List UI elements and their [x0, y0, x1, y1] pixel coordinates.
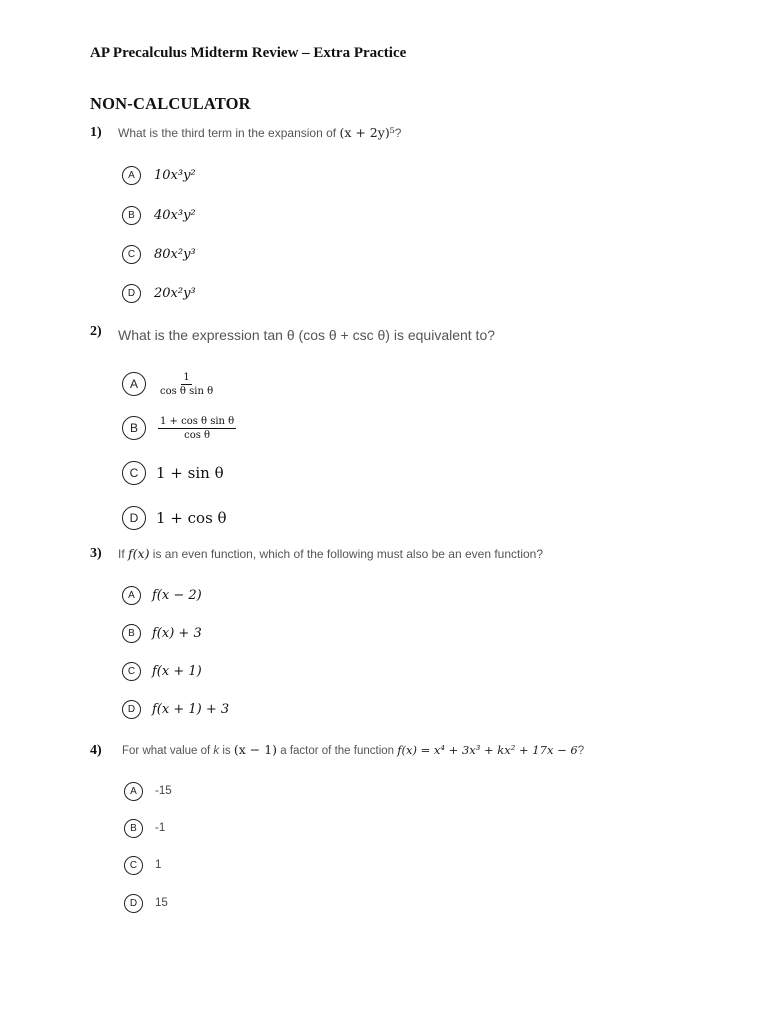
- option-bubble[interactable]: B: [122, 206, 141, 225]
- question-3-number: 3): [90, 546, 102, 561]
- question-2-option-c[interactable]: [122, 459, 224, 487]
- question-4-option-a[interactable]: [124, 779, 172, 803]
- option-text: 1 + sin θ: [156, 464, 224, 482]
- question-4-option-b[interactable]: [124, 816, 165, 840]
- option-bubble[interactable]: D: [124, 894, 143, 913]
- option-bubble[interactable]: A: [122, 372, 146, 396]
- option-bubble[interactable]: D: [122, 284, 141, 303]
- option-text: 1 + cos θ: [156, 509, 227, 527]
- question-2-number: 2): [90, 324, 102, 339]
- option-bubble[interactable]: D: [122, 506, 146, 530]
- option-text: 20x²y³: [154, 285, 196, 301]
- fraction-numerator: 1: [183, 371, 190, 383]
- option-text: -15: [155, 785, 172, 797]
- question-4-option-c[interactable]: [124, 853, 161, 877]
- question-4-text-mid2: a factor of the function: [277, 745, 398, 757]
- question-1-option-b[interactable]: [122, 203, 196, 227]
- question-1-option-a[interactable]: [122, 163, 196, 187]
- option-bubble[interactable]: C: [122, 662, 141, 681]
- question-3-text-before: If: [118, 547, 129, 561]
- question-4-k: k: [213, 745, 220, 757]
- section-heading: NON-CALCULATOR: [90, 94, 251, 113]
- option-text: 1: [155, 859, 162, 871]
- question-3-math: f(x): [128, 546, 150, 561]
- option-bubble[interactable]: D: [122, 700, 141, 719]
- option-bubble[interactable]: B: [122, 624, 141, 643]
- option-fraction: [158, 372, 215, 397]
- fraction-numerator: 1 + cos θ sin θ: [160, 415, 235, 427]
- question-3-text: [118, 546, 543, 561]
- option-text: 10x³y²: [154, 167, 196, 183]
- question-1-text: [118, 125, 401, 140]
- question-2-text: What is the expression tan θ (cos θ + csc θ) is equivalent to?: [118, 327, 496, 343]
- question-3-option-b[interactable]: [122, 621, 202, 645]
- question-4-text-mid1: is: [219, 745, 234, 757]
- option-text: 80x²y³: [154, 246, 196, 262]
- question-2-option-d[interactable]: [122, 504, 227, 532]
- question-4-math2: f(x) = x⁴ + 3x³ + kx² + 17x − 6: [397, 743, 578, 757]
- fraction-denominator: cos θ: [184, 429, 211, 441]
- question-4-text-before: For what value of: [122, 745, 214, 757]
- option-text: f(x + 1) + 3: [152, 701, 230, 717]
- question-1-text-after: ?: [394, 126, 402, 140]
- question-1-option-c[interactable]: [122, 242, 196, 266]
- option-bubble[interactable]: C: [124, 856, 143, 875]
- option-bubble[interactable]: B: [122, 416, 146, 440]
- option-fraction: [158, 416, 236, 441]
- option-bubble[interactable]: A: [122, 586, 141, 605]
- option-text: f(x − 2): [152, 587, 202, 603]
- question-1-text-before: What is the third term in the expansion of: [118, 126, 340, 140]
- question-2-option-a[interactable]: [122, 370, 215, 398]
- option-text: -1: [155, 822, 166, 834]
- question-3-option-c[interactable]: [122, 659, 202, 683]
- question-2-option-b[interactable]: [122, 414, 236, 442]
- option-bubble[interactable]: A: [124, 782, 143, 801]
- option-text: 40x³y²: [154, 207, 196, 223]
- option-text: 15: [155, 897, 168, 909]
- option-text: f(x + 1): [152, 663, 202, 679]
- option-text: f(x) + 3: [152, 625, 202, 641]
- question-3-text-after: is an even function, which of the following must also be an even function?: [149, 547, 544, 561]
- document-title: AP Precalculus Midterm Review – Extra Practice: [90, 45, 407, 61]
- question-3-option-a[interactable]: [122, 583, 202, 607]
- question-4-text-after: ?: [577, 745, 585, 757]
- question-1-option-d[interactable]: [122, 281, 196, 305]
- question-4-math1: (x − 1): [233, 742, 278, 757]
- option-bubble[interactable]: C: [122, 461, 146, 485]
- question-1-math: (x + 2y)⁵: [339, 125, 395, 140]
- question-3-option-d[interactable]: [122, 697, 229, 721]
- question-4-number: 4): [90, 743, 102, 758]
- question-4-option-d[interactable]: [124, 891, 168, 915]
- option-bubble[interactable]: A: [122, 166, 141, 185]
- option-bubble[interactable]: C: [122, 245, 141, 264]
- option-bubble[interactable]: B: [124, 819, 143, 838]
- fraction-denominator: cos θ sin θ: [160, 385, 214, 397]
- question-1-number: 1): [90, 125, 102, 140]
- question-4-text: [122, 742, 584, 757]
